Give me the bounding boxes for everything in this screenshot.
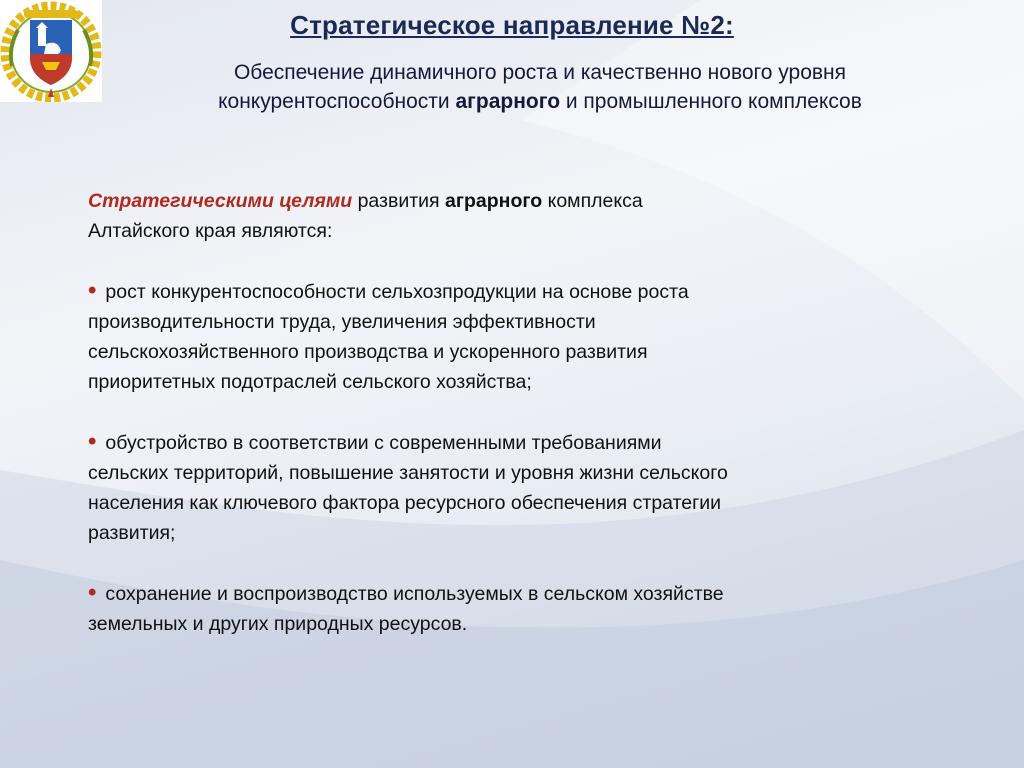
goal-1-line-4: приоритетных подотраслей сельского хозяйства; (88, 371, 532, 393)
intro-text-1: развития (352, 190, 446, 212)
goal-3-line-2: земельных и других природных ресурсов. (88, 613, 468, 635)
intro-line-2: Алтайского края являются: (88, 220, 333, 242)
goal-1-line-1: рост конкурентоспособности сельхозпродукции на основе роста (105, 281, 689, 303)
goal-item-3 (88, 578, 968, 639)
goal-1-line-3: сельскохозяйственного производства и ускоренного развития (88, 341, 648, 363)
goal-item-2 (88, 427, 968, 548)
goal-item-1 (88, 276, 968, 397)
goal-3-line-1: сохранение и воспроизводство используемых в сельском хозяйстве (105, 583, 724, 605)
slide-heading: Стратегическое направление №2: (290, 10, 734, 40)
intro-paragraph (88, 186, 968, 246)
subtitle-line-1: Обеспечение динамичного роста и качественно нового уровня (233, 61, 847, 84)
subtitle-line-2-start: конкурентоспособности (218, 90, 456, 113)
goals-list (88, 276, 968, 639)
slide-content (88, 186, 968, 639)
bullet-marker: • (88, 428, 97, 455)
intro-text-2: комплекса (542, 190, 643, 212)
goal-2-line-4: развития; (88, 522, 176, 544)
goal-2-line-2: сельских территорий, повышение занятости и уровня жизни сельского (88, 462, 728, 484)
subtitle-line-2 (70, 87, 1010, 116)
goal-2-line-1: обустройство в соответствии с современными требованиями (105, 432, 662, 454)
goal-2-line-3: населения как ключевого фактора ресурсного обеспечения стратегии (88, 492, 722, 514)
intro-accent: Стратегическими целями (88, 190, 353, 212)
subtitle-line-2-end: и промышленного комплексов (560, 90, 862, 113)
intro-bold: аграрного (445, 190, 543, 212)
goal-1-line-2: производительности труда, увеличения эффективности (88, 311, 596, 333)
subtitle-line-2-bold: аграрного (455, 90, 561, 113)
slide-subtitle (70, 58, 1010, 116)
bullet-marker: • (88, 277, 97, 304)
bullet-marker: • (88, 579, 97, 606)
